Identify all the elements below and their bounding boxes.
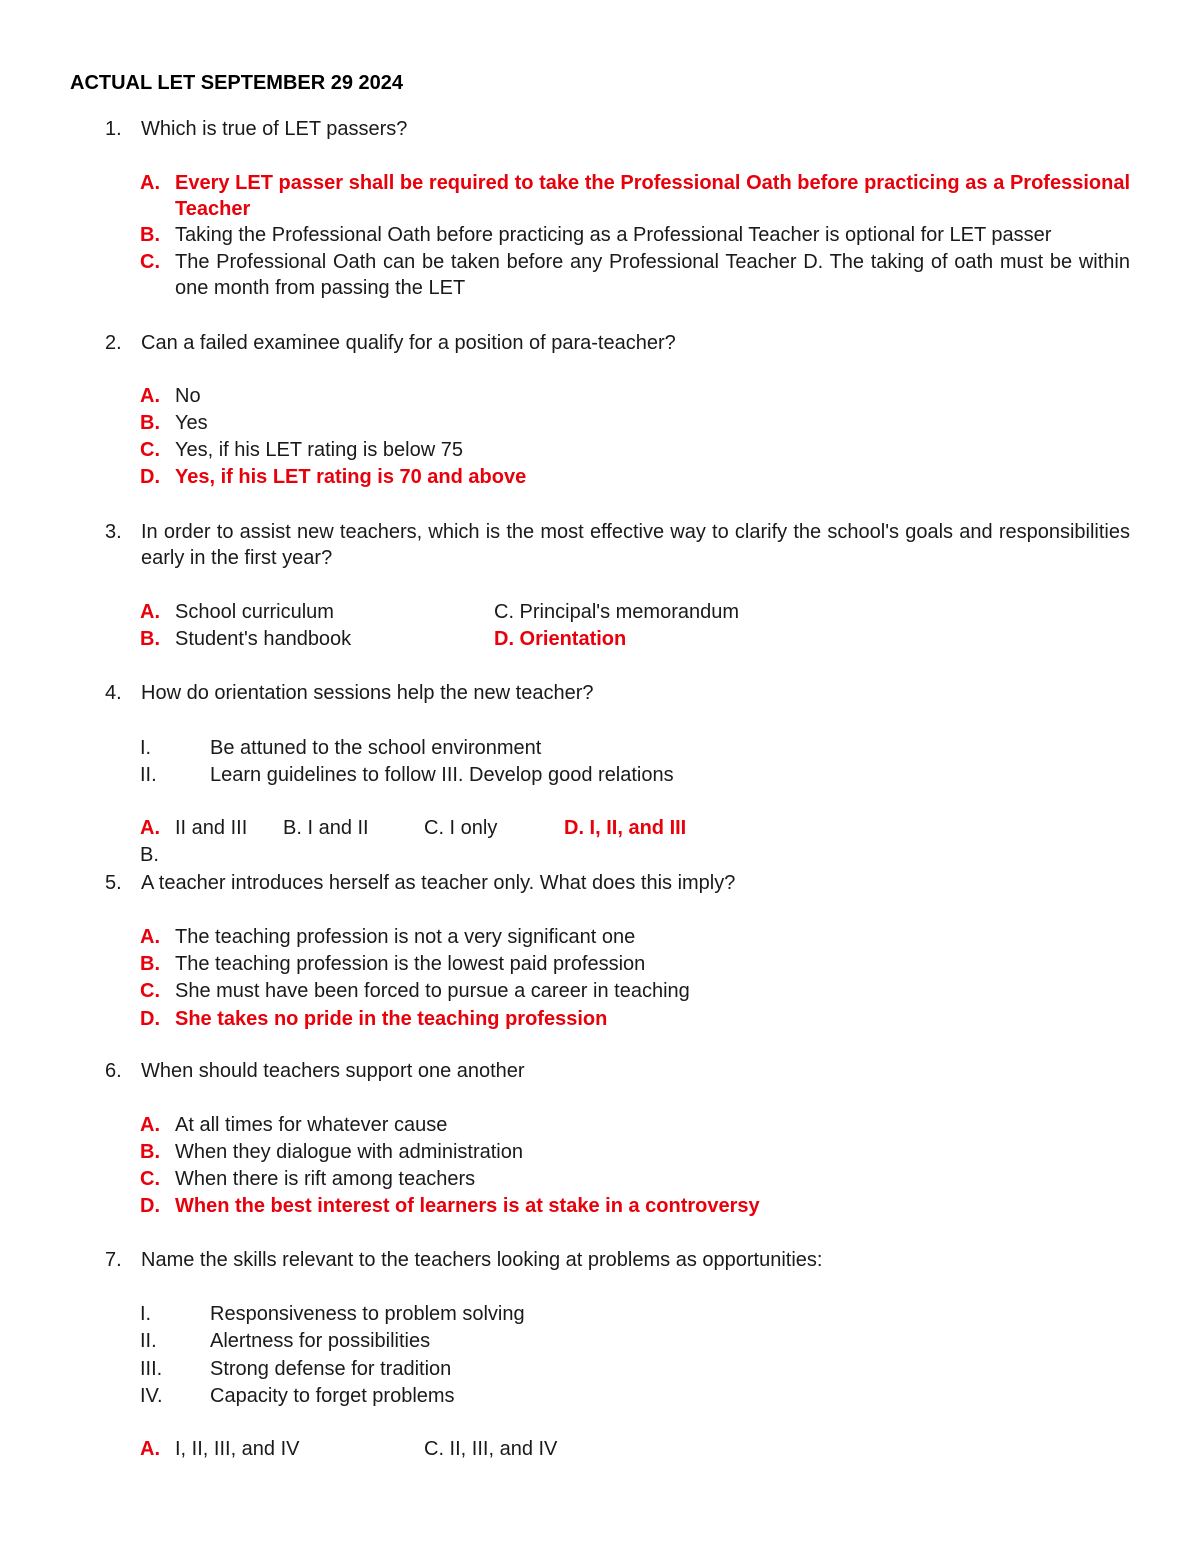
option-letter: C. (140, 980, 160, 1002)
option-letter: B. (140, 1141, 160, 1163)
roman-numeral: I. (140, 737, 152, 759)
option-text: II and III (175, 817, 248, 839)
question-2 (105, 330, 1130, 356)
option-text: Student's handbook (175, 628, 352, 650)
question-4 (105, 680, 1130, 706)
option-letter: B. (140, 628, 160, 650)
question-number: 6. (105, 1060, 122, 1082)
question-6-option-d (140, 1193, 1130, 1219)
question-6-option-c (140, 1166, 1130, 1192)
stray-option-letter: B. (140, 844, 159, 866)
question-6-option-a (140, 1112, 1130, 1138)
question-6-option-b (140, 1139, 1130, 1165)
question-text: A teacher introduces herself as teacher only. What does this imply? (141, 872, 736, 894)
question-5-option-b (140, 951, 1130, 977)
question-2-option-a (140, 383, 1130, 409)
option-text: Yes, if his LET rating is below 75 (175, 439, 463, 461)
option-letter: D. (140, 1195, 160, 1217)
statement-text: Capacity to forget problems (210, 1385, 455, 1407)
option-letter: B. (140, 412, 160, 434)
question-3 (105, 519, 1130, 571)
question-4-option-d-correct: D. I, II, and III (564, 817, 687, 839)
question-7-statement-3 (140, 1356, 451, 1382)
question-4-statement-2 (140, 762, 674, 788)
document-title: ACTUAL LET SEPTEMBER 29 2024 (70, 72, 404, 94)
question-5-option-d (140, 1006, 1130, 1032)
question-2-option-b (140, 410, 1130, 436)
question-6 (105, 1058, 1130, 1084)
question-3-option-d-correct: D. Orientation (494, 628, 627, 650)
question-text: Which is true of LET passers? (141, 118, 408, 140)
option-letter: A. (140, 817, 160, 839)
option-text: School curriculum (175, 601, 334, 623)
question-1 (105, 116, 1130, 142)
question-3-option-b (140, 626, 480, 652)
question-number: 7. (105, 1249, 122, 1271)
option-letter: D. (140, 466, 160, 488)
option-letter: B. (140, 953, 160, 975)
option-text-correct: Every LET passer shall be required to take the Professional Oath before practicing as a Professional Teacher (175, 172, 1130, 220)
question-4-statement-1 (140, 735, 541, 761)
question-2-option-d (140, 464, 1130, 490)
question-7-statement-1 (140, 1301, 525, 1327)
option-letter: D. (140, 1008, 160, 1030)
question-2-option-c (140, 437, 1130, 463)
option-text: Yes (175, 412, 208, 434)
question-7 (105, 1247, 1130, 1273)
question-7-statement-2 (140, 1328, 430, 1354)
question-4-option-c: C. I only (424, 817, 498, 839)
question-text: When should teachers support one another (141, 1060, 525, 1082)
option-letter: C. (140, 1168, 160, 1190)
question-7-option-a (140, 1436, 410, 1462)
question-text: In order to assist new teachers, which is the most effective way to clarify the school's goals and responsibilities early in the first year? (141, 521, 1130, 569)
question-number: 1. (105, 118, 122, 140)
question-4-option-b: B. I and II (283, 817, 369, 839)
question-3-option-c: C. Principal's memorandum (494, 601, 740, 623)
roman-numeral: II. (140, 1330, 157, 1352)
option-text-correct: She takes no pride in the teaching profession (175, 1008, 608, 1030)
option-text: When there is rift among teachers (175, 1168, 476, 1190)
option-text: Taking the Professional Oath before practicing as a Professional Teacher is optional for LET passer (175, 224, 1052, 246)
question-7-statement-4 (140, 1383, 455, 1409)
statement-text: Responsiveness to problem solving (210, 1303, 525, 1325)
option-text: When they dialogue with administration (175, 1141, 523, 1163)
question-number: 3. (105, 521, 122, 543)
roman-numeral: I. (140, 1303, 152, 1325)
option-letter: A. (140, 926, 160, 948)
option-text-correct: When the best interest of learners is at stake in a controversy (175, 1195, 760, 1217)
option-text: No (175, 385, 201, 407)
option-letter: C. (140, 251, 160, 273)
question-5-option-c (140, 978, 1130, 1004)
option-text: The Professional Oath can be taken before any Professional Teacher D. The taking of oath must be within one month from passing the LET (175, 251, 1130, 299)
question-number: 5. (105, 872, 122, 894)
option-text: The teaching profession is not a very significant one (175, 926, 636, 948)
option-letter: A. (140, 1438, 160, 1460)
question-1-option-b (140, 222, 1130, 248)
roman-numeral: III. (140, 1358, 163, 1380)
question-1-option-c (140, 249, 1130, 301)
question-5 (105, 870, 1130, 896)
option-text: The teaching profession is the lowest paid profession (175, 953, 646, 975)
question-text: How do orientation sessions help the new teacher? (141, 682, 594, 704)
option-letter: B. (140, 224, 160, 246)
option-text-correct: Yes, if his LET rating is 70 and above (175, 466, 527, 488)
question-5-option-a (140, 924, 1130, 950)
option-text: I, II, III, and IV (175, 1438, 300, 1460)
option-text: At all times for whatever cause (175, 1114, 448, 1136)
roman-numeral: IV. (140, 1385, 163, 1407)
statement-text: Learn guidelines to follow III. Develop good relations (210, 764, 674, 786)
question-3-option-a (140, 599, 480, 625)
question-4-option-a (140, 815, 280, 841)
statement-text: Alertness for possibilities (210, 1330, 431, 1352)
option-letter: C. (140, 439, 160, 461)
question-number: 4. (105, 682, 122, 704)
question-number: 2. (105, 332, 122, 354)
question-text: Name the skills relevant to the teachers looking at problems as opportunities: (141, 1249, 823, 1271)
option-letter: A. (140, 385, 160, 407)
statement-text: Be attuned to the school environment (210, 737, 542, 759)
question-1-option-a (140, 170, 1130, 222)
question-7-option-c: C. II, III, and IV (424, 1438, 558, 1460)
option-text: She must have been forced to pursue a career in teaching (175, 980, 690, 1002)
roman-numeral: II. (140, 764, 157, 786)
option-letter: A. (140, 172, 160, 194)
question-text: Can a failed examinee qualify for a position of para-teacher? (141, 332, 676, 354)
option-letter: A. (140, 601, 160, 623)
option-letter: A. (140, 1114, 160, 1136)
statement-text: Strong defense for tradition (210, 1358, 452, 1380)
